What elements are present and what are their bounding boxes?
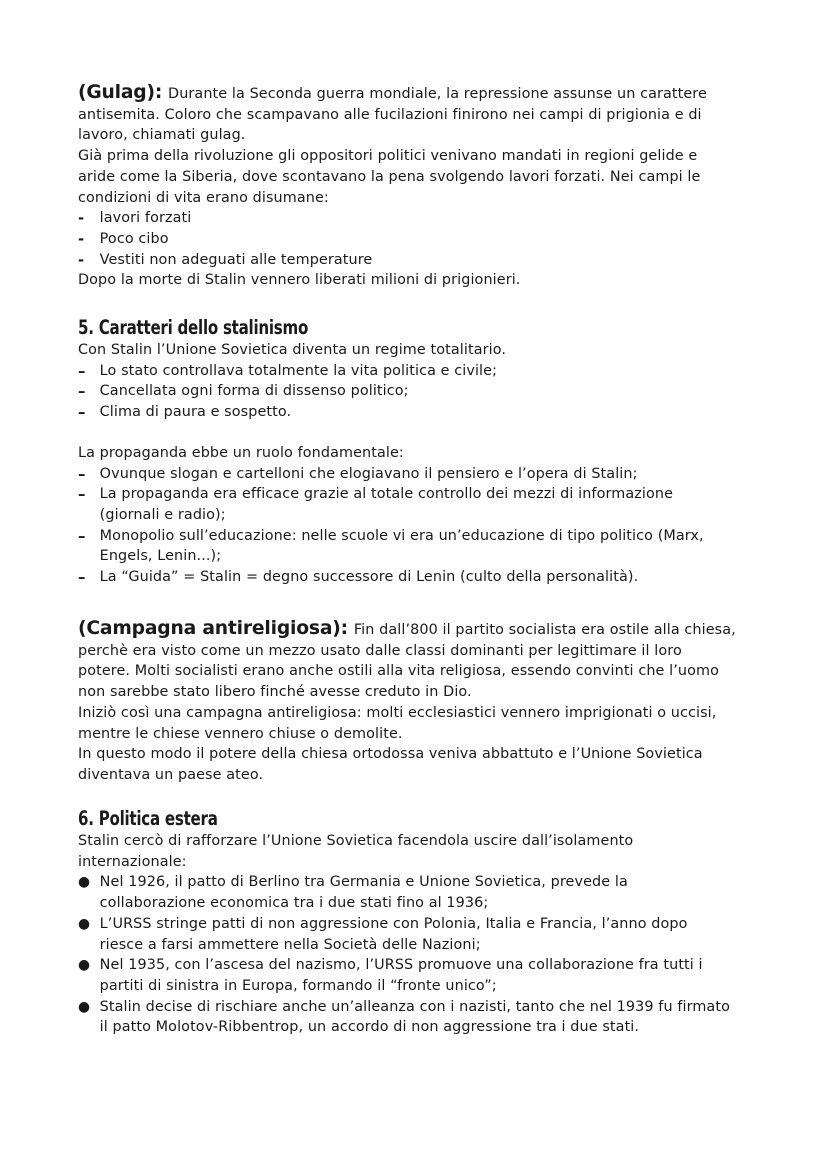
dash-bullet-icon: –: [78, 526, 86, 545]
list-item: [78, 567, 748, 588]
dash-bullet-icon: -: [78, 229, 85, 248]
list-item: [78, 229, 748, 250]
list-item-text: La propaganda era efficace grazie al totale controllo dei mezzi di informazione: [99, 485, 674, 503]
dash-bullet-icon: -: [78, 250, 85, 269]
list-item-continued: riesce a farsi ammettere nella Società delle Nazioni;: [99, 935, 481, 953]
list-item: [78, 997, 748, 1018]
campagna-line-2: perchè era visto come un mezzo usato dalle classi dominanti per legittimare il loro: [78, 641, 682, 659]
dash-bullet-icon: –: [78, 568, 86, 587]
section-5-intro: Con Stalin l’Unione Sovietica diventa un regime totalitario.: [78, 341, 507, 358]
gulag-label: (Gulag):: [78, 81, 163, 103]
list-item: [78, 250, 748, 271]
campagna-label: (Campagna antireligiosa):: [78, 617, 348, 639]
bullet-dot-icon: ●: [78, 998, 91, 1015]
list-item-text: La “Guida” = Stalin = degno successore di Lenin (culto della personalità).: [99, 568, 639, 586]
list-item-continued: partiti di sinistra in Europa, formando il “fronte unico”;: [99, 976, 497, 994]
gulag-line-1: [78, 82, 748, 105]
gulag-text: Durante la Seconda guerra mondiale, la repressione assunse un carattere: [168, 85, 707, 102]
campagna-line-4: non sarebbe stato libero finché avesse creduto in Dio.: [78, 683, 472, 701]
dash-bullet-icon: –: [78, 485, 86, 504]
propaganda-intro: La propaganda ebbe un ruolo fondamentale:: [78, 443, 404, 461]
list-item-text: Poco cibo: [99, 229, 169, 247]
list-item: [78, 484, 748, 505]
list-item-continued: Engels, Lenin...);: [99, 547, 222, 565]
campagna-line-6: mentre le chiese vennero chiuse o demolite.: [78, 724, 403, 742]
dash-bullet-icon: –: [78, 403, 86, 422]
list-item-continued: il patto Molotov-Ribbentrop, un accordo di non aggressione tra i due stati.: [99, 1018, 640, 1036]
gulag-line-3: lavoro, chiamati gulag.: [78, 126, 246, 144]
campagna-line-5: Iniziò così una campagna antireligiosa: molti ecclesiastici vennero imprigionati o uccisi,: [78, 703, 717, 721]
list-item-text: lavori forzati: [99, 209, 192, 227]
list-item: [78, 872, 748, 893]
list-item-text: Lo stato controllava totalmente la vita politica e civile;: [99, 361, 498, 379]
campagna-line-1: [78, 618, 748, 641]
campagna-line-8: diventava un paese ateo.: [78, 765, 264, 783]
dash-bullet-icon: –: [78, 361, 86, 380]
section-6-intro-1: Stalin cercò di rafforzare l’Unione Sovietica facendola uscire dall’isolamento: [78, 832, 634, 849]
gulag-line-5: aride come la Siberia, dove scontavano la pena svolgendo lavori forzati. Nei campi le: [78, 167, 701, 185]
list-item-text: Nel 1935, con l’ascesa del nazismo, l’URSS promuove una collaborazione fra tutti i: [99, 956, 703, 974]
bullet-dot-icon: ●: [78, 957, 91, 974]
list-item: [78, 381, 748, 402]
section-6: [78, 807, 758, 1038]
list-item: [78, 361, 748, 382]
list-item-text: Clima di paura e sospetto.: [99, 403, 292, 421]
campagna-section: [78, 618, 758, 786]
gulag-line-4: Già prima della rivoluzione gli oppositori politici venivano mandati in regioni gelide e: [78, 147, 698, 165]
gulag-line-6: condizioni di vita erano disumane:: [78, 188, 329, 206]
list-item-text: L’URSS stringe patti di non aggressione con Polonia, Italia e Francia, l’anno dopo: [99, 914, 688, 932]
campagna-text: Fin dall’800 il partito socialista era ostile alla chiesa,: [353, 621, 736, 638]
list-item: [78, 464, 748, 485]
list-item-text: Ovunque slogan e cartelloni che elogiavano il pensiero e l’opera di Stalin;: [99, 464, 638, 482]
gulag-line-2: antisemita. Coloro che scampavano alle fucilazioni finirono nei campi di prigionia e di: [78, 105, 702, 123]
list-item-text: Vestiti non adeguati alle temperature: [99, 250, 373, 268]
section-6-heading: 6. Politica estera: [78, 807, 218, 830]
section-5: [78, 316, 758, 588]
gulag-section: [78, 82, 758, 291]
list-item: [78, 955, 748, 976]
campagna-line-7: In questo modo il potere della chiesa ortodossa veniva abbattuto e l’Unione Sovietica: [78, 745, 703, 763]
list-item: [78, 402, 748, 423]
section-5-heading: 5. Caratteri dello stalinismo: [78, 316, 309, 339]
list-item-text: Cancellata ogni forma di dissenso politico;: [99, 382, 409, 400]
campagna-line-3: potere. Molti socialisti erano anche ostili alla vita religiosa, essendo convinti che l’uomo: [78, 662, 720, 680]
list-item: [78, 914, 748, 935]
dash-bullet-icon: –: [78, 464, 86, 483]
bullet-dot-icon: ●: [78, 915, 91, 932]
gulag-closing: Dopo la morte di Stalin vennero liberati milioni di prigionieri.: [78, 271, 521, 289]
list-item-continued: (giornali e radio);: [99, 505, 226, 523]
dash-bullet-icon: –: [78, 382, 86, 401]
section-6-intro-2: internazionale:: [78, 852, 187, 870]
list-item-continued: collaborazione economica tra i due stati fino al 1936;: [99, 894, 489, 912]
list-item-text: Stalin decise di rischiare anche un’alleanza con i nazisti, tanto che nel 1939 fu firmato: [99, 997, 730, 1015]
dash-bullet-icon: -: [78, 209, 85, 228]
list-item-text: Nel 1926, il patto di Berlino tra Germania e Unione Sovietica, prevede la: [99, 873, 628, 891]
list-item: [78, 526, 748, 547]
bullet-dot-icon: ●: [78, 874, 91, 891]
list-item: [78, 208, 748, 229]
list-item-text: Monopolio sull’educazione: nelle scuole vi era un’educazione di tipo politico (Marx,: [99, 526, 704, 544]
